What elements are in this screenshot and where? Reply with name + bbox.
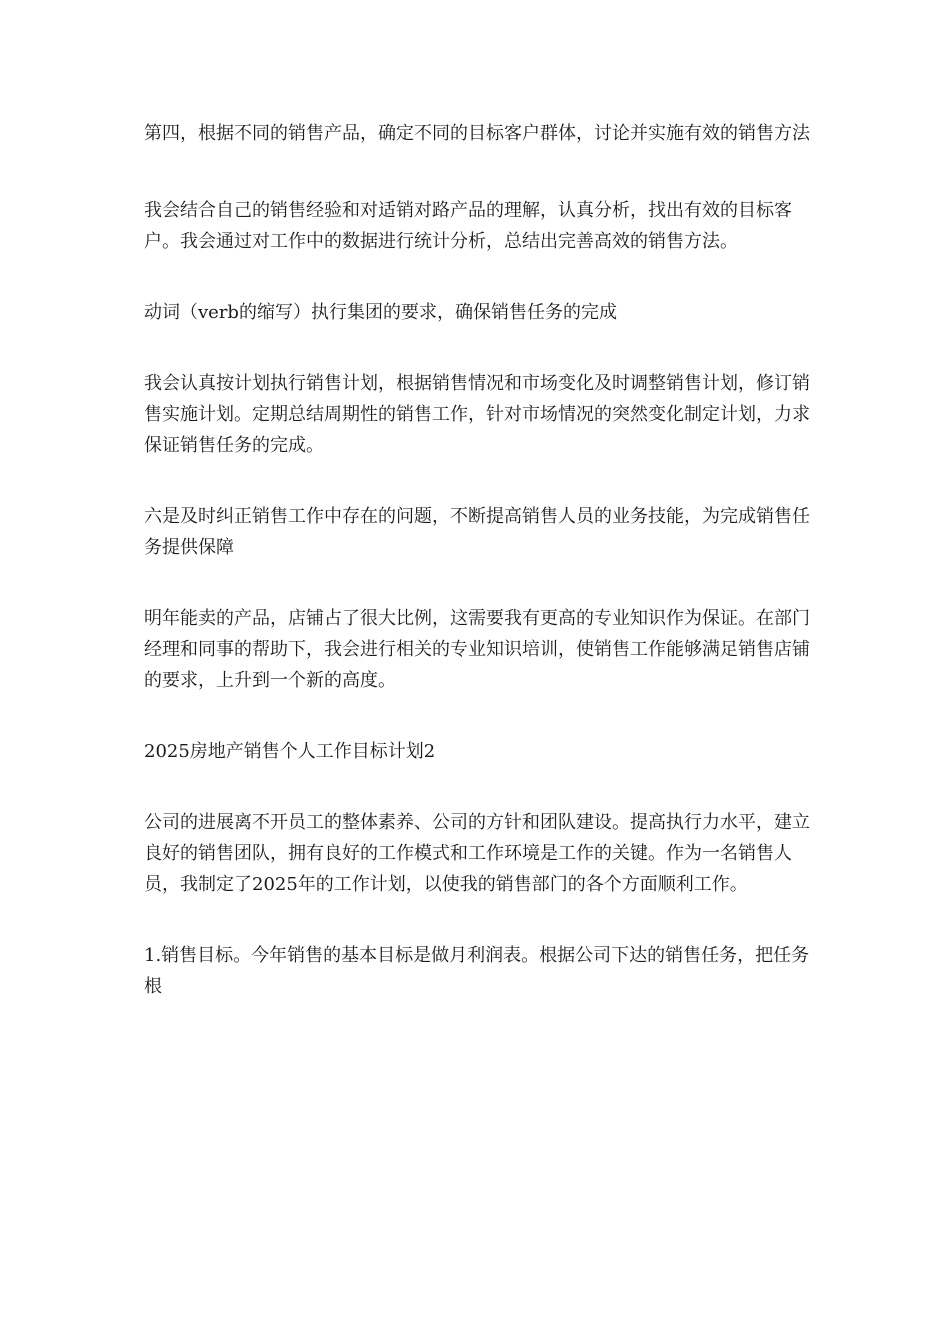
paragraph-execute-plan: 我会认真按计划执行销售计划，根据销售情况和市场变化及时调整销售计划，修订销售实施计划。定期总结周期性的销售工作，针对市场情况的突然变化制定计划，力求保证销售任务的完成。 xyxy=(144,373,810,456)
paragraph-company-development: 公司的进展离不开员工的整体素养、公司的方针和团队建设。提高执行力水平，建立良好的销售团队，拥有良好的工作模式和工作环境是工作的关键。作为一名销售人员，我制定了2025年的工作计划，以使我的销售部门的各个方面顺利工作。 xyxy=(144,812,810,895)
paragraph-section-six-heading: 六是及时纠正销售工作中存在的问题，不断提高销售人员的业务技能，为完成销售任务提供保障 xyxy=(144,506,810,558)
document-body xyxy=(144,118,812,1002)
paragraph-plan-2-title: 2025房地产销售个人工作目标计划2 xyxy=(144,741,436,762)
paragraph-section-four-heading: 第四，根据不同的销售产品，确定不同的目标客户群体，讨论并实施有效的销售方法 xyxy=(144,123,810,144)
paragraph-professional-training: 明年能卖的产品，店铺占了很大比例，这需要我有更高的专业知识作为保证。在部门经理和同事的帮助下，我会进行相关的专业知识培训，使销售工作能够满足销售店铺的要求，上升到一个新的高度。 xyxy=(144,608,810,691)
paragraph-section-five-heading: 动词（verb的缩写）执行集团的要求，确保销售任务的完成 xyxy=(144,302,617,323)
paragraph-sales-target: 1.销售目标。今年销售的基本目标是做月利润表。根据公司下达的销售任务，把任务根 xyxy=(144,945,810,997)
paragraph-target-customers: 我会结合自己的销售经验和对适销对路产品的理解，认真分析，找出有效的目标客户。我会通过对工作中的数据进行统计分析，总结出完善高效的销售方法。 xyxy=(144,200,792,252)
